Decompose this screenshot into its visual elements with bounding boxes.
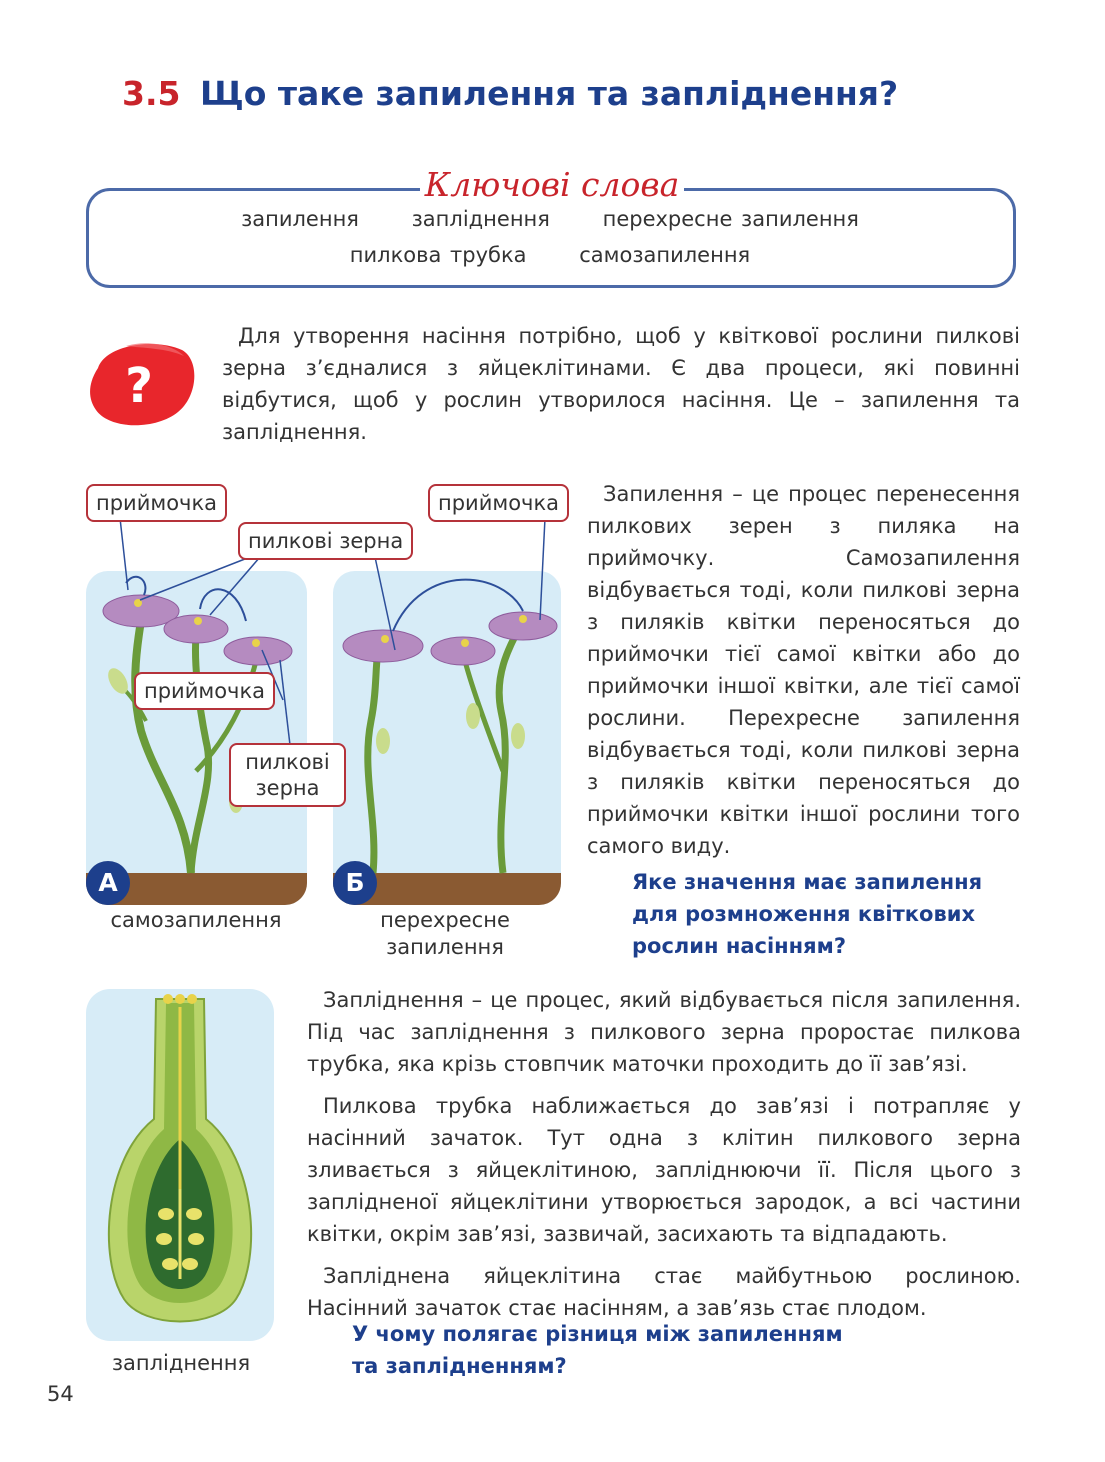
svg-text:?: ? (125, 358, 153, 414)
label-pollen-mid: пилкові зерна (229, 743, 346, 807)
cross-pollination-panel (333, 571, 561, 905)
keyword: самозапилення (579, 243, 751, 267)
label-stigma-mid: приймочка (134, 672, 275, 710)
panel-a-badge: А (86, 861, 130, 905)
question-2: У чому полягає різниця між запиленням та заплідненням? (352, 1322, 843, 1378)
fertilization-caption: запліднення (111, 1351, 251, 1375)
keywords-line-2 (100, 243, 1000, 267)
label-stigma-top-right: приймочка (428, 484, 569, 522)
fertilization-paragraph-1: Запліднення – це процес, який відбувається після запилення. Під час запліднення з пилкового зерна проростає пилкова трубка, яка крізь стовпчик маточки проходить до її зав’язі. (307, 988, 1021, 1076)
pistil-illustration (86, 989, 274, 1341)
self-pollination-illustration (86, 571, 307, 905)
keywords-line-1 (100, 207, 1000, 231)
fertilization-text (307, 984, 1021, 1334)
keywords-heading: Ключові слова (420, 165, 684, 204)
keyword: запилення (241, 207, 359, 231)
intro-paragraph: Для утворення насіння потрібно, щоб у квіткової рослини пилкові зерна з’єдналися з яйцеклітинами. Є два процеси, які повинні відбутися, щоб у рослин утворилося насіння. Це – запилення та запліднення. (222, 324, 1020, 444)
page-number: 54 (47, 1382, 74, 1406)
section-number: 3.5 (122, 74, 181, 113)
question-1: Яке значення має запилення для розмноження квіткових рослин насінням? (632, 870, 983, 958)
question-icon (86, 338, 198, 428)
fertilization-panel (86, 989, 274, 1341)
pollination-paragraph: Запилення – це процес перенесення пилкових зерен з пиляка на приймочку. Самозапилення відбувається тоді, коли пилкові зерна з пиляків квітки переносяться до приймочки тієї самої квітки або до приймочки іншої квітки, але тієї самої рослини. Перехресне запилення відбувається тоді, коли пилкові зерна з пиляків квітки переносяться до приймочки квітки іншої рослини того самого виду. (587, 482, 1020, 858)
keyword: перехресне запилення (602, 207, 859, 231)
keyword: запліднення (411, 207, 550, 231)
self-pollination-panel (86, 571, 307, 905)
fertilization-paragraph-2: Пилкова трубка наближається до зав’язі і потрапляє у насінний зачаток. Тут одна з клітин пилкового зерна зливається з яйцеклітиною, запліднюючи її. Після цього з заплідненої яйцеклітини утворюється зародок, а всі частини квітки, окрім зав’язі, зазвичай, засихають та відпадають. (307, 1094, 1021, 1246)
cross-pollination-illustration (333, 571, 561, 905)
label-stigma-top-left: приймочка (86, 484, 227, 522)
label-pollen-top: пилкові зерна (238, 522, 413, 560)
fertilization-paragraph-3: Запліднена яйцеклітина стає майбутньою рослиною. Насінний зачаток стає насінням, а зав’язь стає плодом. (307, 1264, 1021, 1320)
page-title: Що таке запилення та запліднення? (200, 74, 899, 113)
panel-b-caption: перехресне запилення (380, 908, 510, 959)
panel-b-badge: Б (333, 861, 377, 905)
keyword: пилкова трубка (349, 243, 527, 267)
panel-a-caption: самозапилення (110, 908, 282, 932)
